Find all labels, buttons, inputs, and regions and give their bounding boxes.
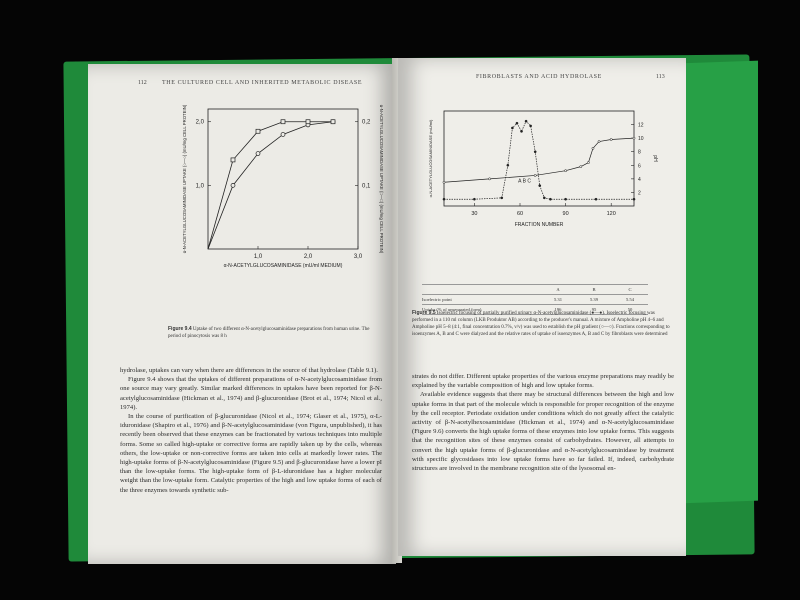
- table-row: [422, 294, 648, 304]
- data-point: [507, 164, 509, 166]
- y-right-tick-label: 0,1: [362, 183, 371, 190]
- left-paragraph: hydrolase, uptakes can vary when there are differences in the source of that hydrolase (Table 9.1).: [120, 367, 378, 374]
- data-point: [473, 198, 475, 200]
- data-point: [610, 138, 612, 140]
- left-paragraph: Figure 9.4 shows that the uptakes of different preparations of α-N-acetylglucosaminidase from one source may vary greatly. Similar marked differences in uptakes have been reported for β-N-acetylglucosaminidase (Hickman et al., 1974) and β-glucuronidase (Brot et al., 1974; Nicol et al., 1974).: [120, 376, 382, 411]
- data-point: [580, 166, 582, 168]
- table-cell: 5.31: [553, 297, 563, 302]
- data-point: [516, 122, 518, 124]
- right-paragraph: Available evidence suggests that there may be structural differences between the high and low uptake forms in that part of the molecule which is responsible for proper recognition of the enzyme by the cell receptor. Periodate oxidation under conditions which do not greatly affect the catalytic activity of β-N-acetylhexosaminidase (Hickman et al., 1974) and α-N-acetylglucosaminidase (Figure 9.6) converts the high uptake forms of these enzymes into low uptake forms. This suggests that the recognition sites of these enzymes consist of carbohydrates. However, all attempts to convert the high uptake forms of β-glucuronidase and α-N-acetylglucosaminidase by treatment with specific glycosidases into low uptake forms have so far failed. If, indeed, carbohydrate structures are involved in the membrane recognition site of the lysosomal en-: [412, 391, 674, 473]
- table-cell: Uptake (% of unseparated form): [422, 307, 482, 312]
- data-point: [539, 185, 541, 187]
- left-running-head: THE CULTURED CELL AND INHERITED METABOLIC DISEASE: [162, 80, 363, 86]
- data-point: [511, 127, 513, 129]
- right-running-head: FIBROBLASTS AND ACID HYDROLASE: [476, 74, 602, 80]
- data-point: [534, 174, 536, 176]
- left-body-text: [120, 366, 382, 495]
- data-point: [231, 183, 235, 187]
- y-right-tick-label: 0,2: [362, 119, 371, 126]
- x-tick-label: 30: [471, 211, 478, 217]
- y-left-axis-label: α-N-ACETYLGLUCOSAMINIDASE UPTAKE (○—○) (mU/mg CELL PROTEIN): [182, 104, 187, 254]
- x-tick-label: 60: [516, 211, 524, 217]
- table-cell: C: [628, 287, 632, 292]
- data-point: [306, 120, 310, 124]
- table-cell: 50: [627, 307, 633, 312]
- table-cell: 5.39: [589, 297, 599, 302]
- series-line: [444, 121, 634, 199]
- series-line: [208, 122, 333, 249]
- y-left-tick-label: 2,0: [195, 119, 204, 126]
- data-point: [525, 120, 527, 122]
- x-tick-label: 3,0: [353, 254, 363, 260]
- figure-9-4-number: Figure 9.4: [168, 326, 192, 332]
- left-paragraph: In the course of purification of β-glucuronidase (Nicol et al., 1974; Glaser et al., 1975), α-L-iduronidase (Shapiro et al., 1976) and β-N-acetylglucosaminidase (von Figura, unpublished), it has recently been observed that these enzymes can be fractionated by various techniques into multiple forms. Some so called high-uptake or corrective forms are rapidly taken up by the cells, whereas others, the low-uptake or non-corrective forms are taken into cells at markedly lower rates. The high-uptake forms of β-N-acetylglucosaminidase (Figure 9.5) and β-glucuronidase have a lower pI than the low-uptake forms. The high-uptake form of β-L-iduronidase has a higher molecular weight than the low-uptake form. Catalytic properties of the high and low uptake forms of each of the three enzymes towards synthetic sub-: [120, 413, 382, 494]
- data-point: [331, 120, 335, 124]
- series-line: [444, 138, 634, 185]
- data-point: [520, 130, 522, 132]
- data-point: [595, 198, 597, 200]
- x-tick-label: 120: [606, 211, 616, 217]
- book-cover-edge: [680, 61, 758, 504]
- figure-9-5-caption-text: Isoelectric focusing of partially purified urinary α-N-acetylglucosaminidase (●—●). Isoelectric focusing was performed in a 110 ml column (LKB Produktor AB) according to the producer's manual. A mixture of Ampholine pH 4–6 and Ampholine pH 5–8 (4:1, final concentration 0.7%, v/v) was used to establish the pH gradient (○—○). Fractions corresponding to isoenzymes A, B and C were dialyzed and the relative rates of uptake of isoenzymes A, B and C by fibroblasts were determined: [412, 311, 670, 337]
- data-point: [598, 140, 600, 142]
- data-point: [256, 152, 260, 156]
- data-point: [549, 198, 551, 200]
- data-point: [633, 137, 635, 139]
- y-left-axis-label: α-N-ACETYLGLUCOSAMINIDASE (mU/ml): [428, 119, 433, 198]
- table-cell: B: [592, 287, 596, 292]
- data-point: [256, 129, 260, 133]
- left-page: [88, 64, 396, 564]
- data-point: [633, 198, 635, 200]
- table-cell: A: [556, 287, 560, 292]
- left-page-number: 112: [138, 80, 147, 86]
- y-right-tick-label: 2: [638, 190, 641, 197]
- figure-9-5-chart: [414, 86, 674, 276]
- data-point: [543, 197, 545, 199]
- data-point: [565, 198, 567, 200]
- data-point: [592, 147, 594, 149]
- data-point: [231, 158, 235, 162]
- figure-9-4-caption-text: Uptake of two different α-N-acetylglucosaminidase preparations from human urine. The period of pinocytosis was 8 h: [168, 327, 370, 339]
- isoenzyme-annotation: A B C: [518, 178, 531, 185]
- data-point: [443, 181, 445, 183]
- right-body-text: [412, 372, 674, 473]
- right-paragraph: strates do not differ. Different uptake properties of the various enzyme preparations may readily be explained by the variable composition of high and low uptake forms.: [412, 373, 674, 390]
- y-right-tick-label: 10: [638, 136, 644, 143]
- figure-9-4-chart: [138, 94, 393, 324]
- table-header-row: [422, 284, 648, 294]
- data-point: [565, 170, 567, 172]
- x-tick-label: 90: [562, 211, 569, 217]
- table-cell: 196: [554, 307, 562, 312]
- data-point: [489, 178, 491, 180]
- x-axis-label: α-N-ACETYLGLUCOSAMINIDASE (mU/ml MEDIUM): [223, 263, 343, 269]
- y-right-tick-label: 12: [638, 122, 644, 129]
- y-right-axis-label: pH: [652, 155, 658, 162]
- figure-9-4-caption: [168, 326, 383, 340]
- x-tick-label: 1,0: [253, 254, 263, 260]
- plot-frame: [444, 111, 634, 206]
- data-point: [281, 132, 285, 136]
- y-right-tick-label: 8: [638, 149, 641, 156]
- x-tick-label: 2,0: [303, 254, 313, 260]
- figure-9-5-number: Figure 9.5: [412, 310, 436, 316]
- y-left-tick-label: 1,0: [195, 183, 204, 190]
- y-right-tick-label: 6: [638, 163, 641, 170]
- x-axis-label: FRACTION NUMBER: [514, 222, 564, 228]
- y-right-axis-label: α-N-ACETYLGLUCOSAMINIDASE UPTAKE (□—□) (mU/mg CELL PROTEIN): [379, 104, 384, 254]
- table-cell: 5.54: [625, 297, 635, 302]
- series-line: [208, 122, 333, 249]
- table-cell: 95: [591, 307, 597, 312]
- data-point: [281, 120, 285, 124]
- data-point: [587, 161, 589, 163]
- data-point: [443, 198, 445, 200]
- figure-9-5-caption: [412, 310, 674, 338]
- right-page-number: 113: [656, 74, 665, 80]
- right-page: [398, 58, 686, 556]
- y-right-tick-label: 4: [638, 176, 641, 183]
- plot-frame: [208, 109, 358, 249]
- table-cell: Isoelectric point: [422, 297, 452, 302]
- data-point: [501, 197, 503, 199]
- data-point: [530, 125, 532, 127]
- data-point: [534, 151, 536, 153]
